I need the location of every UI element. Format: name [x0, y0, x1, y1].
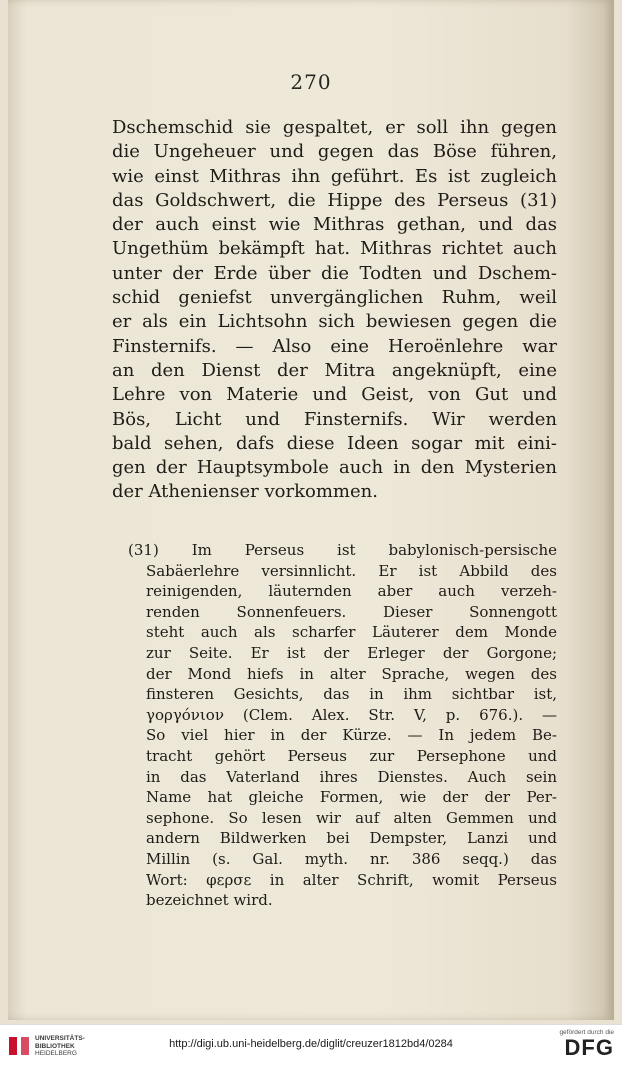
text-line: der Athenienser vorkommen. [112, 481, 378, 503]
funder-block [544, 1029, 614, 1060]
text-line: wie einst Mithras ihn geführt. Es ist zugleich [112, 165, 557, 187]
page-number: 270 [290, 70, 332, 94]
footnote-line: zur Seite. Er ist der Erleger der Gorgone; [146, 643, 557, 662]
logo-line: UNIVERSITÄTS- [35, 1035, 85, 1042]
text-line: bald sehen, dafs diese Ideen sogar mit eini- [112, 432, 557, 454]
main-text [112, 116, 557, 505]
footnote-line: γοργόνιον (Clem. Alex. Str. V, p. 676.). — [146, 705, 557, 724]
dfg-logo: DFG [564, 1035, 614, 1060]
text-line: schid geniefst unvergänglichen Ruhm, weil [112, 287, 557, 309]
text-line: Ungethüm bekämpft hat. Mithras richtet auch [112, 238, 557, 260]
text-line: er als ein Lichtsohn sich bewiesen gegen die [112, 311, 557, 333]
footnote-line: reinigenden, läuternden aber auch verzeh- [146, 582, 557, 601]
text-line: Lehre von Materie und Geist, von Gut und [112, 384, 557, 406]
footnote-line: Name hat gleiche Formen, wie der der Per- [146, 788, 557, 807]
text-line: die Ungeheuer und gegen das Böse führen, [112, 141, 557, 163]
footnote-line: in das Vaterland ihres Dienstes. Auch sein [146, 767, 557, 786]
logo-line: HEIDELBERG [35, 1050, 77, 1057]
footnote-line: Sabäerlehre versinnlicht. Er ist Abbild des [146, 561, 557, 580]
footnote-line: (31) Im Perseus ist babylonisch-persische [128, 541, 557, 559]
footnote-line: steht auch als scharfer Läuterer dem Monde [146, 623, 557, 642]
footnote-line: Wort: φερσε in alter Schrift, womit Perseus [146, 870, 557, 889]
text-line: gen der Hauptsymbole auch in den Mysterien [112, 457, 557, 479]
footnote-line: Millin (s. Gal. myth. nr. 386 seqq.) das [146, 849, 557, 868]
footnote-line: tracht gehört Perseus zur Persephone und [146, 746, 557, 765]
footnote-line: renden Sonnenfeuers. Dieser Sonnengott [146, 602, 557, 621]
footnote [128, 540, 557, 911]
footnote-line: andern Bildwerken bei Dempster, Lanzi und [146, 829, 557, 848]
permalink-url[interactable]: http://digi.ub.uni-heidelberg.de/diglit/creuzer1812bd4/0284 [169, 1038, 453, 1050]
logo-line: BIBLIOTHEK [35, 1042, 75, 1050]
footnote-line: der Mond hiefs in alter Sprache, wegen des [146, 664, 557, 683]
text-line: der auch einst wie Mithras gethan, und das [112, 214, 557, 236]
text-line: unter der Erde über die Todten und Dschem- [112, 262, 557, 284]
text-line: Finsternifs. — Also eine Heroënlehre war [112, 335, 557, 357]
text-line: an den Dienst der Mitra angeknüpft, eine [112, 359, 557, 381]
viewer-footer [0, 1024, 622, 1068]
footnote-line: bezeichnet wird. [146, 891, 273, 910]
text-line: Dschemschid sie gespaltet, er soll ihn gegen [112, 117, 557, 138]
text-line: das Goldschwert, die Hippe des Perseus (31) [112, 189, 557, 211]
funding-caption: gefördert durch die [559, 1029, 614, 1036]
text-line: Bös, Licht und Finsternifs. Wir werden [112, 408, 557, 430]
footnote-line: sephone. So lesen wir auf alten Gemmen und [146, 808, 557, 827]
footnote-line: So viel hier in der Kürze. — In jedem Be- [146, 726, 557, 745]
footnote-line: finsteren Gesichts, das in ihm sichtbar ist, [146, 685, 557, 704]
